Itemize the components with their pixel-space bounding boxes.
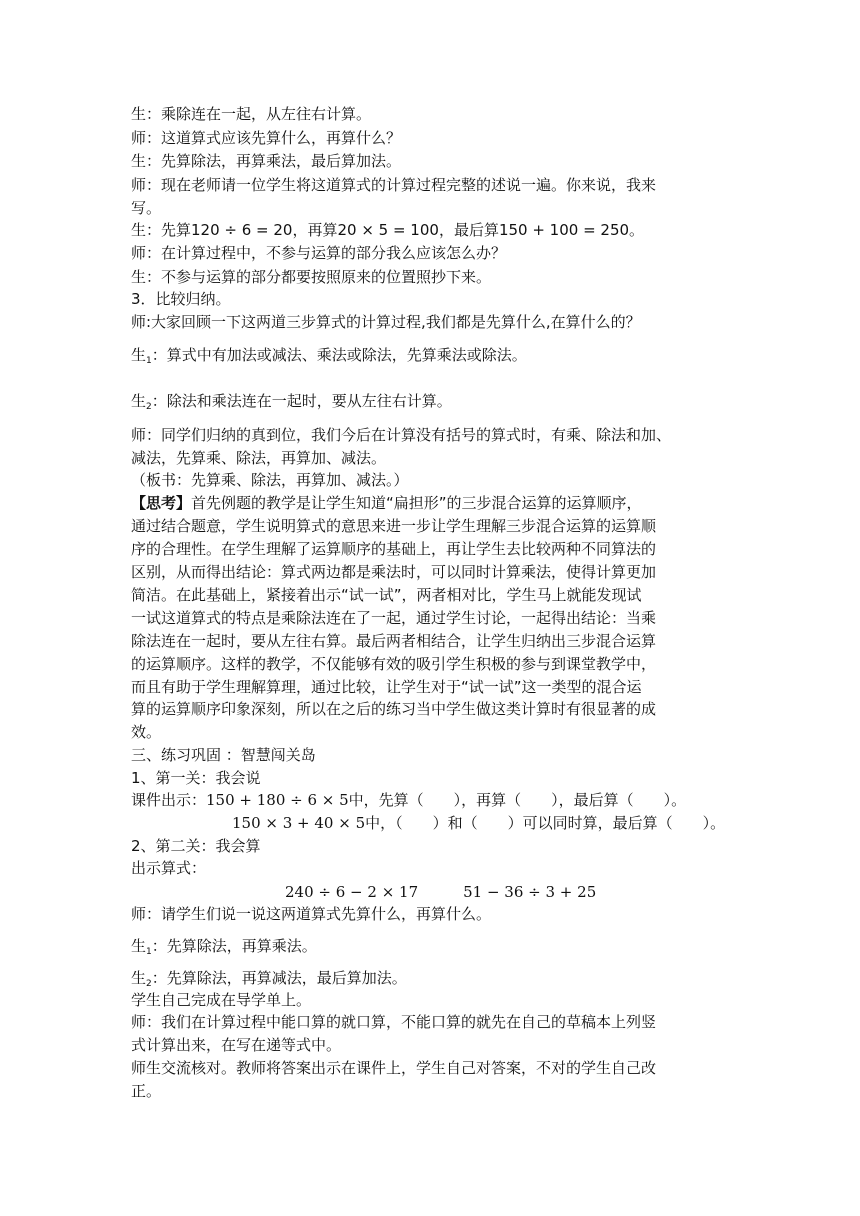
text-line: 效。 [131,723,162,741]
text-line: 师：这道算式应该先算什么，再算什么？ [131,129,402,147]
text-line: 1、第一关：我会说 [131,769,261,787]
text-line: 生：先算除法，再算乘法，最后算加法。 [131,152,402,170]
text-line: 出示算式： [131,859,207,877]
exercise-expression: 150 × 3 + 40 × 5中，（ ）和（ ）可以同时算，最后算（ ）。 [232,814,726,832]
text-line [131,935,317,957]
text-line: 而且有助于学生理解算理，通过比较，让学生对于“试一试”这一类型的混合运 [131,678,642,696]
text-line: 通过结合题意，学生说明算式的意思来进一步让学生理解三步混合运算的运算顺 [131,517,657,535]
speaker: 生 [131,392,147,410]
text-line: 式计算出来，在写在递等式中。 [131,1036,342,1054]
text-line: 减法，先算乘、除法，再算加、减法。 [131,449,387,467]
line-content: ：算式中有加法或减法、乘法或除法，先算乘法或除法。 [151,346,527,364]
text-line: 师：在计算过程中，不参与运算的部分我么应该怎么办？ [131,244,507,262]
text-line: 一试这道算式的特点是乘除法连在了一起，通过学生讨论，一起得出结论：当乘 [131,609,657,627]
line-content: 首先例题的教学是让学生知道“扁担形”的三步混合运算的运算顺序， [191,494,642,512]
text-line [131,344,527,366]
speaker-subscript: 2 [146,402,152,412]
text-line: 简洁。在此基础上，紧接着出示“试一试”，两者相对比，学生马上就能发现试 [131,586,642,604]
text-line [131,967,407,989]
text-line [131,789,686,811]
exercise-expression: 150 + 180 ÷ 6 × 5中，先算（ ），再算（ ），最后算（ ）。 [206,791,687,809]
speaker: 生 [131,969,147,987]
text-line: 师：请学生们说一说这两道算式先算什么，再算什么。 [131,905,492,923]
text-line: 生：先算120 ÷ 6 = 20，再算20 × 5 = 100，最后算150 + 100 = 250。 [131,221,645,239]
text-line [131,390,452,412]
line-label: 课件出示： [131,791,207,809]
text-line: 师：同学们归纳的真到位，我们今后在计算没有括号的算式时，有乘、除法和加、 [131,426,672,444]
text-line: 2、第二关：我会算 [131,837,261,855]
speaker-subscript: 1 [146,356,152,366]
speaker: 生 [131,346,147,364]
text-line: 生：不参与运算的部分都要按照原来的位置照抄下来。 [131,268,492,286]
line-content: ：先算除法，再算减法，最后算加法。 [151,969,407,987]
text-line: 的运算顺序。这样的教学，不仅能够有效的吸引学生积极的参与到课堂教学中， [131,655,657,673]
text-line: 师：现在老师请一位学生将这道算式的计算过程完整的述说一遍。你来说，我来 [131,176,657,194]
speaker-subscript: 1 [146,947,152,957]
line-content: ：先算除法，再算乘法。 [151,937,317,955]
section-heading: 三、练习巩固 ：智慧闯关岛 [131,746,316,764]
text-line: 学生自己完成在导学单上。 [131,991,312,1009]
text-line: （板书：先算乘、除法，再算加、减法。） [131,471,409,489]
text-line [131,492,642,514]
text-line: 师：我们在计算过程中能口算的就口算，不能口算的就先在自己的草稿本上列竖 [131,1013,657,1031]
text-line: 师:大家回顾一下这两道三步算式的计算过程,我们都是先算什么,在算什么的？ [131,313,641,331]
text-line: 正。 [131,1082,162,1100]
speaker-subscript: 2 [146,979,152,989]
text-line: 师生交流核对。教师将答案出示在课件上，学生自己对答案，不对的学生自己改 [131,1059,657,1077]
section-heading: 3．比较归纳。 [131,290,231,308]
text-line: 算的运算顺序印象深刻，所以在之后的练习当中学生做这类计算时有很显著的成 [131,700,657,718]
text-line: 除法连在一起时，要从左往右算。最后两者相结合，让学生归纳出三步混合运算 [131,632,657,650]
speaker: 生 [131,937,147,955]
text-line: 序的合理性。在学生理解了运算顺序的基础上，再让学生去比较两种不同算法的 [131,540,657,558]
reflection-tag: 【思考】 [131,494,192,512]
text-line: 写。 [131,199,162,217]
text-line: 区别，从而得出结论：算式两边都是乘法时，可以同时计算乘法，使得计算更加 [131,563,657,581]
exercise-expression: 240 ÷ 6 − 2 × 17 51 − 36 ÷ 3 + 25 [285,883,597,901]
line-content: ：除法和乘法连在一起时，要从左往右计算。 [151,392,452,410]
text-line: 生：乘除连在一起，从左往右计算。 [131,105,372,123]
